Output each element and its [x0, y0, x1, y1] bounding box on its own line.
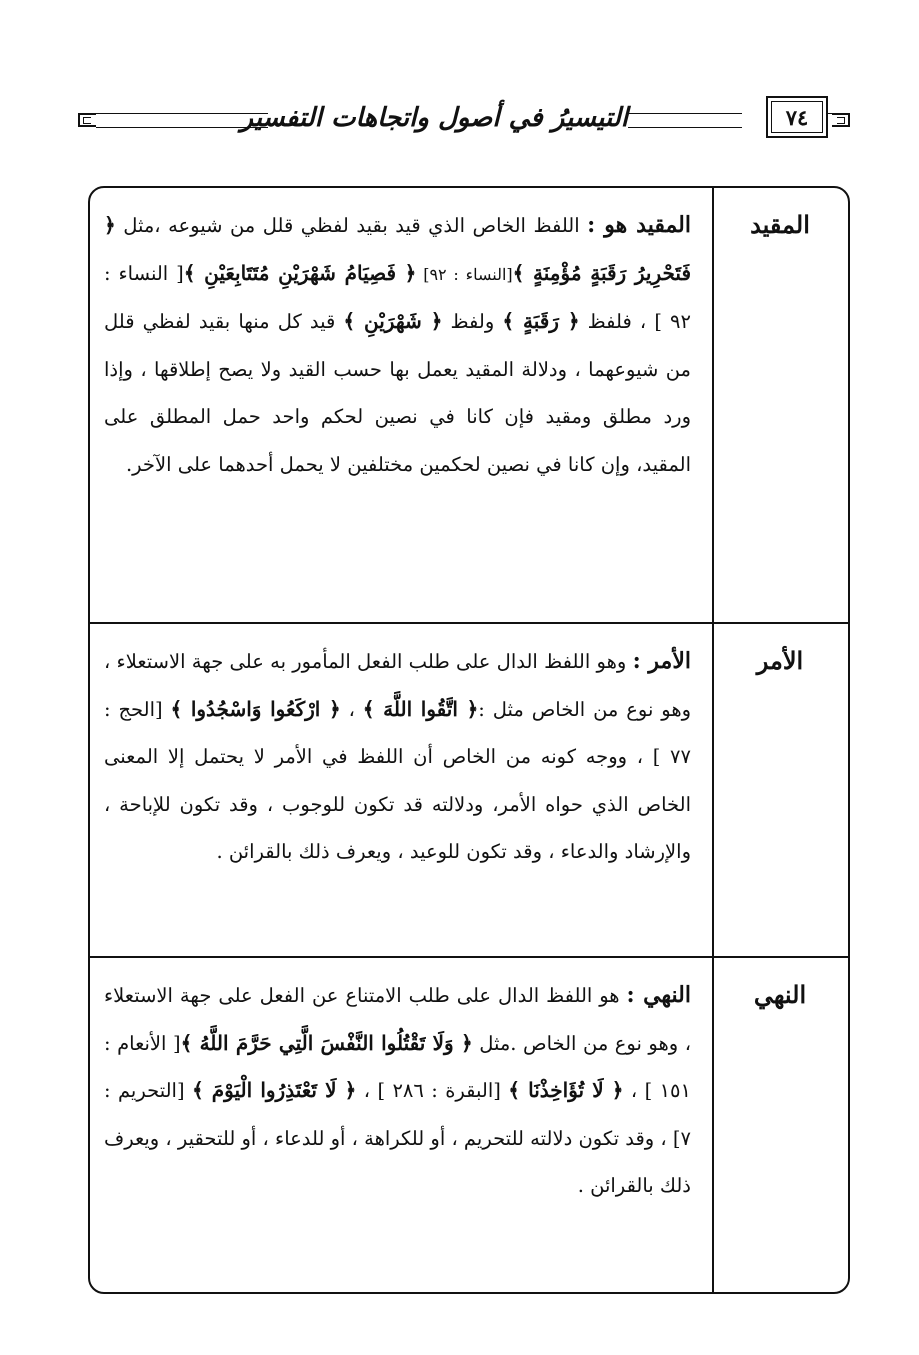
- definition-segment: قيد كل منها بقيد لفظي قلل من شيوعهما ، ودلالة المقيد يعمل بها حسب القيد ولا يصح إطلاقها ، وإذا ورد مطلق ومقيد فإن كانا في نصين لحكم واحد حمل المطلق على المقيد، وإن كانا في نصين لحكمين مختلفين لا يحمل أحدهما على الآخر.: [104, 310, 691, 476]
- quran-quote: ﴿ ارْكَعُوا وَاسْجُدُوا ﴾: [170, 696, 341, 721]
- definition-segment: [التحريم : ٧] ، وقد تكون دلالته للتحريم ، أو للكراهة ، أو للدعاء ، أو للتحقير ، ويعرف ذلك بالقرائن .: [104, 1079, 691, 1198]
- definition-segment: [ الأنعام : ١٥١ ] ،: [104, 1031, 691, 1103]
- quran-quote: ﴿ شَهْرَيْنِ ﴾: [343, 309, 443, 334]
- definition-segment: ،: [340, 697, 363, 721]
- term-cell: [712, 624, 848, 956]
- definition-cell: [90, 624, 709, 956]
- definitions-table: [88, 186, 850, 1294]
- table-row: [90, 188, 848, 622]
- definition-segment: ولفظ: [442, 310, 503, 334]
- quran-quote: ﴿ فَصِيَامُ شَهْرَيْنِ مُتَتَابِعَيْنِ ﴾: [183, 260, 417, 285]
- quran-quote: ﴿ وَلَا تَقْتُلُوا النَّفْسَ الَّتِي حَرَّمَ اللَّهُ ﴾: [180, 1030, 473, 1055]
- term-label: النهي: [753, 980, 807, 1009]
- page-number: [766, 96, 828, 138]
- header-rule: [628, 127, 742, 128]
- definition-cell: [90, 188, 709, 622]
- definition-segment: هو اللفظ الدال على طلب الامتناع عن الفعل على جهة الاستعلاء ، وهو نوع من الخاص .مثل: [104, 984, 691, 1055]
- quran-quote: ﴿ رَقَبَةٍ ﴾: [502, 309, 580, 334]
- header-rule: [628, 113, 742, 114]
- running-header: [78, 96, 850, 156]
- definition-segment: [الحج : ٧٧ ] ، ووجه كونه من الخاص أن اللفظ في الأمر لا يحتمل إلا المعنى الخاص الذي حواه الأمر، ودلالته قد تكون للوجوب ، وقد تكون للإباحة ، والإرشاد والدعاء ، وقد تكون للوعيد ، ويعرف ذلك بالقرائن .: [104, 697, 691, 864]
- definition-text: [104, 202, 691, 489]
- page-number-text: ٧٤: [785, 104, 809, 130]
- term-label: الأمر: [756, 646, 804, 675]
- definition-lead: المقيد هو :: [587, 212, 691, 238]
- quran-quote: ﴿ اتَّقُوا اللَّهَ ﴾: [362, 696, 479, 721]
- definition-segment: وهو اللفظ الدال على طلب الفعل المأمور به على جهة الاستعلاء ، وهو نوع من الخاص مثل :: [104, 650, 692, 721]
- definition-text: [104, 972, 691, 1210]
- definition-lead: النهي :: [626, 982, 691, 1008]
- definition-lead: الأمر :: [632, 648, 691, 674]
- definition-segment: اللفظ الخاص الذي قيد بقيد لفظي قلل من شيوعه ،مثل: [115, 214, 588, 237]
- term-label: المقيد: [750, 210, 810, 239]
- quran-quote: ﴿ لَا تَعْتَذِرُوا الْيَوْمَ ﴾: [191, 1078, 357, 1103]
- header-ornament-left: [78, 113, 96, 127]
- table-row: [90, 956, 848, 1292]
- table-row: [90, 622, 848, 956]
- term-cell: [712, 188, 848, 622]
- running-title: التيسيرُ في أصول واتجاهات التفسير: [268, 98, 628, 138]
- definition-text: [104, 638, 691, 876]
- header-ornament-right: [832, 113, 850, 127]
- definition-segment: [ النساء : ٩٢ ] ، فلفظ: [104, 261, 691, 334]
- citation: [النساء : ٩٢]: [416, 264, 513, 284]
- definition-cell: [90, 958, 709, 1292]
- definition-segment: [البقرة : ٢٨٦ ] ،: [356, 1079, 509, 1103]
- quran-quote: ﴿ فَتَحْرِيرُ رَقَبَةٍ مُؤْمِنَةٍ ﴾: [104, 213, 692, 285]
- quran-quote: ﴿ لَا تُؤَاخِذْنَا ﴾: [508, 1078, 624, 1103]
- term-cell: [712, 958, 848, 1292]
